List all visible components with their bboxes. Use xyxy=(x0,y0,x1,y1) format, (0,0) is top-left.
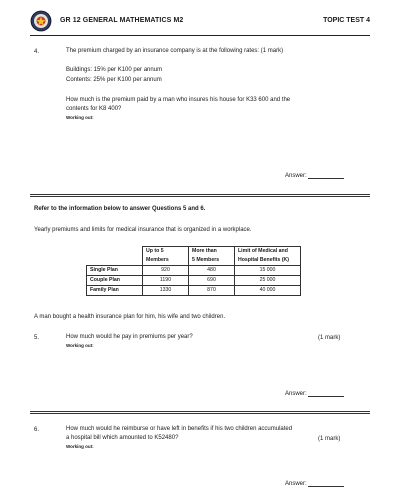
question-6-answer-label: Answer: xyxy=(285,481,307,487)
page-header xyxy=(30,6,370,36)
question-4-answer-line xyxy=(308,173,344,179)
question-6-text-line1: How much would he reimburse or have left in benefits if his two children accumulated xyxy=(66,426,293,432)
insurance-table xyxy=(86,246,301,296)
question-6-answer-field[interactable] xyxy=(285,481,344,487)
question-6-text-line2: a hospital bill which amounted to K52480? xyxy=(66,435,179,441)
table-header-up-to-5: Up to 5 Members xyxy=(143,247,189,266)
table-header-row xyxy=(87,247,301,266)
question-4-rate-buildings: Buildings: 15% per K100 per annum xyxy=(66,67,163,73)
table-row: Couple Plan 1190 690 25 000 xyxy=(87,276,301,286)
test-label: TOPIC TEST 4 xyxy=(323,17,370,24)
table-row: Single Plan 920 480 15 000 xyxy=(87,266,301,276)
question-4-question-line2: contents for K8 400? xyxy=(66,106,122,112)
question-5-answer-field[interactable] xyxy=(285,391,344,397)
question-4-answer-field[interactable] xyxy=(285,173,344,179)
question-5-text: How much would he pay in premiums per year? xyxy=(66,334,193,340)
section-divider xyxy=(30,411,370,414)
question-4-rate-contents: Contents: 25% per K100 per annum xyxy=(66,77,162,83)
section-divider xyxy=(30,194,370,197)
question-5-number: 5. xyxy=(34,335,40,341)
table-header-more-than-5: More than 5 Members xyxy=(189,247,235,266)
question-5-working-label: Working out: xyxy=(66,343,94,348)
school-crest-icon xyxy=(30,10,52,32)
question-5-answer-label: Answer: xyxy=(285,391,307,397)
question-4-text: The premium charged by an insurance company is at the following rates: (1 mark) xyxy=(66,48,284,54)
question-5-answer-line xyxy=(308,391,344,397)
question-4-question-line1: How much is the premium paid by a man who insures his house for K33 600 and the xyxy=(66,97,291,103)
info-intro: Yearly premiums and limits for medical insurance that is organized in a workplace. xyxy=(34,227,252,233)
question-6-working-label: Working out: xyxy=(66,444,94,449)
question-6-answer-line xyxy=(308,481,344,487)
table-header-limit: Limit of Medical and Hospital Benefits (K) xyxy=(235,247,301,266)
question-6-number: 6. xyxy=(34,427,40,433)
table-row: Family Plan 1330 870 40 000 xyxy=(87,286,301,296)
question-4-answer-label: Answer: xyxy=(285,173,307,179)
question-5-mark: (1 mark) xyxy=(318,335,341,341)
question-6-mark: (1 mark) xyxy=(318,436,341,442)
question-4-working-label: Working out: xyxy=(66,115,94,120)
info-after-table: A man bought a health insurance plan for him, his wife and two children. xyxy=(34,314,226,320)
page-title: GR 12 GENERAL MATHEMATICS M2 xyxy=(60,17,184,24)
table-corner xyxy=(87,247,143,266)
question-4-number: 4. xyxy=(34,49,40,55)
info-heading: Refer to the information below to answer Questions 5 and 6. xyxy=(34,206,206,212)
